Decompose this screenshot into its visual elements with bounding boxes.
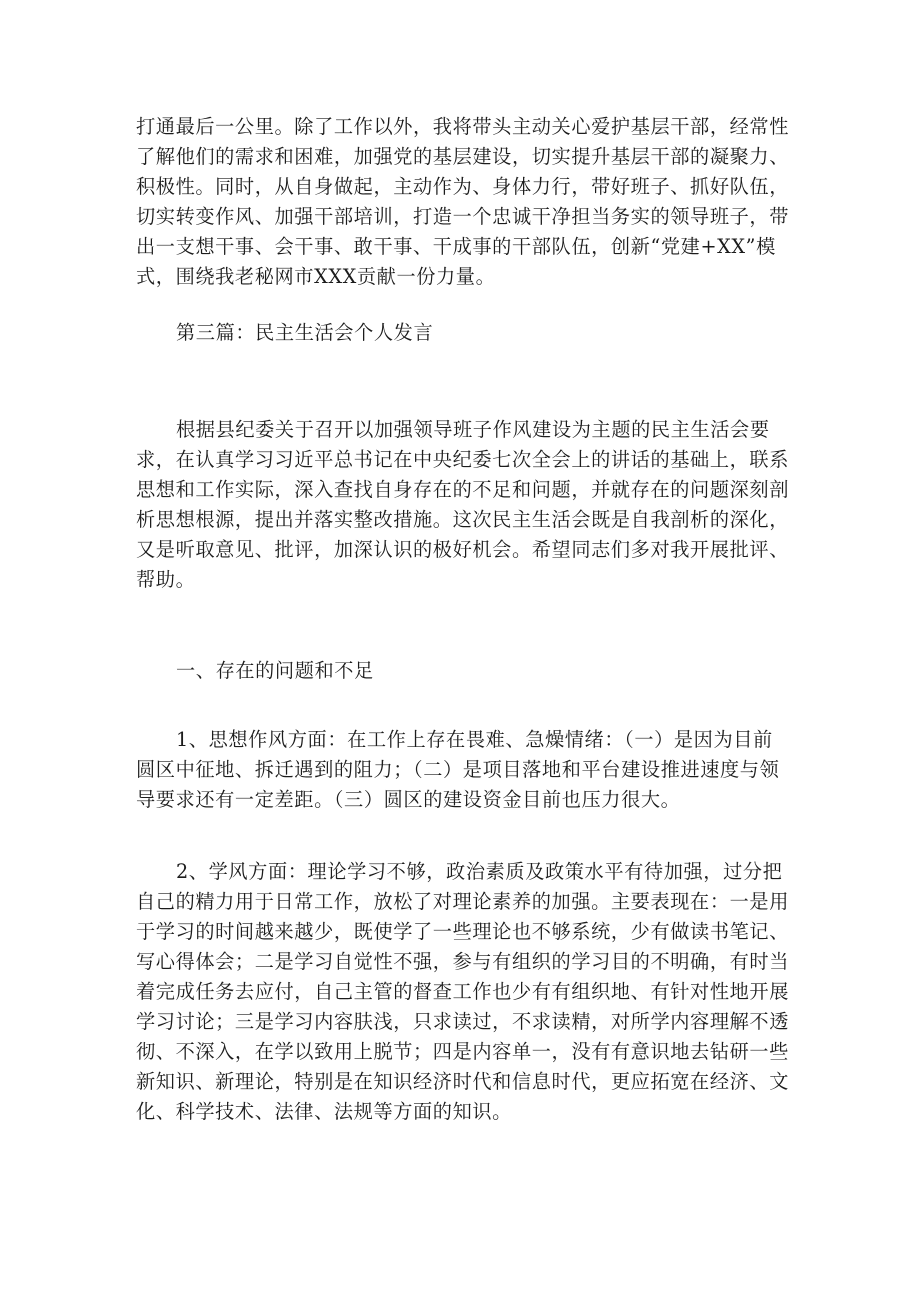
text-line: 学习讨论；三是学习内容肤浅，只求读过，不求读精，对所学内容理解不透	[136, 1010, 789, 1033]
text-line: 切实转变作风、加强干部培训，打造一个忠诚干净担当务实的领导班子，带	[136, 205, 789, 228]
section-title-text: 第三篇：民主生活会个人发言	[176, 321, 434, 344]
text-line: 积极性。同时，从自身做起，主动作为、身体力行，带好班子、抓好队伍，	[136, 175, 789, 198]
text-line: 了解他们的需求和困难，加强党的基层建设，切实提升基层干部的凝聚力、	[136, 145, 789, 168]
text-line: 又是听取意见、批评，加深认识的极好机会。希望同志们多对我开展批评、	[136, 538, 789, 561]
text-line: 新知识、新理论，特别是在知识经济时代和信息时代，更应拓宽在经济、文	[136, 1070, 789, 1093]
text-line: 出一支想干事、会干事、敢干事、干成事的干部队伍，创新“党建+XX”模	[136, 235, 776, 258]
text-line: 思想和工作实际，深入查找自身存在的不足和问题，并就存在的问题深刻剖	[136, 478, 789, 501]
text-line: 写心得体会；二是学习自觉性不强，参与有组织的学习目的不明确，有时当	[136, 950, 789, 973]
section-title	[136, 318, 796, 348]
paragraph-introduction	[136, 415, 796, 595]
paragraph-closing-commitment	[136, 112, 796, 292]
heading-text: 一、存在的问题和不足	[176, 659, 374, 682]
paragraph-study-style	[136, 857, 796, 1127]
text-line: 于学习的时间越来越少，既使学了一些理论也不够系统，少有做读书笔记、	[136, 920, 789, 943]
text-line: 析思想根源，提出并落实整改措施。这次民主生活会既是自我剖析的深化，	[136, 508, 789, 531]
text-line: 自己的精力用于日常工作，放松了对理论素养的加强。主要表现在：一是用	[136, 890, 789, 913]
paragraph-ideology-style	[136, 725, 796, 815]
text-line: 导要求还有一定差距。（三）圆区的建设资金目前也压力很大。	[136, 788, 681, 811]
text-line: 彻、不深入，在学以致用上脱节；四是内容单一，没有有意识地去钻研一些	[136, 1040, 789, 1063]
heading-problems	[136, 656, 796, 686]
text-line: 帮助。	[136, 568, 196, 591]
text-line: 打通最后一公里。除了工作以外，我将带头主动关心爱护基层干部，经常性	[136, 115, 789, 138]
text-line: 化、科学技术、法律、法规等方面的知识。	[136, 1100, 512, 1123]
text-line: 2、学风方面：理论学习不够，政治素质及政策水平有待加强，过分把	[176, 860, 783, 883]
text-line: 式，围绕我老秘网市XXX贡献一份力量。	[136, 265, 496, 288]
text-line: 圆区中征地、拆迁遇到的阻力；（二）是项目落地和平台建设推进速度与领	[136, 758, 780, 781]
text-line: 着完成任务去应付，自己主管的督查工作也少有有组织地、有针对性地开展	[136, 980, 789, 1003]
text-line: 求，在认真学习习近平总书记在中央纪委七次全会上的讲话的基础上，联系	[136, 448, 789, 471]
text-line: 根据县纪委关于召开以加强领导班子作风建设为主题的民主生活会要	[176, 418, 770, 441]
text-line: 1、思想作风方面：在工作上存在畏难、急燥情绪：（一）是因为目前	[176, 728, 773, 751]
